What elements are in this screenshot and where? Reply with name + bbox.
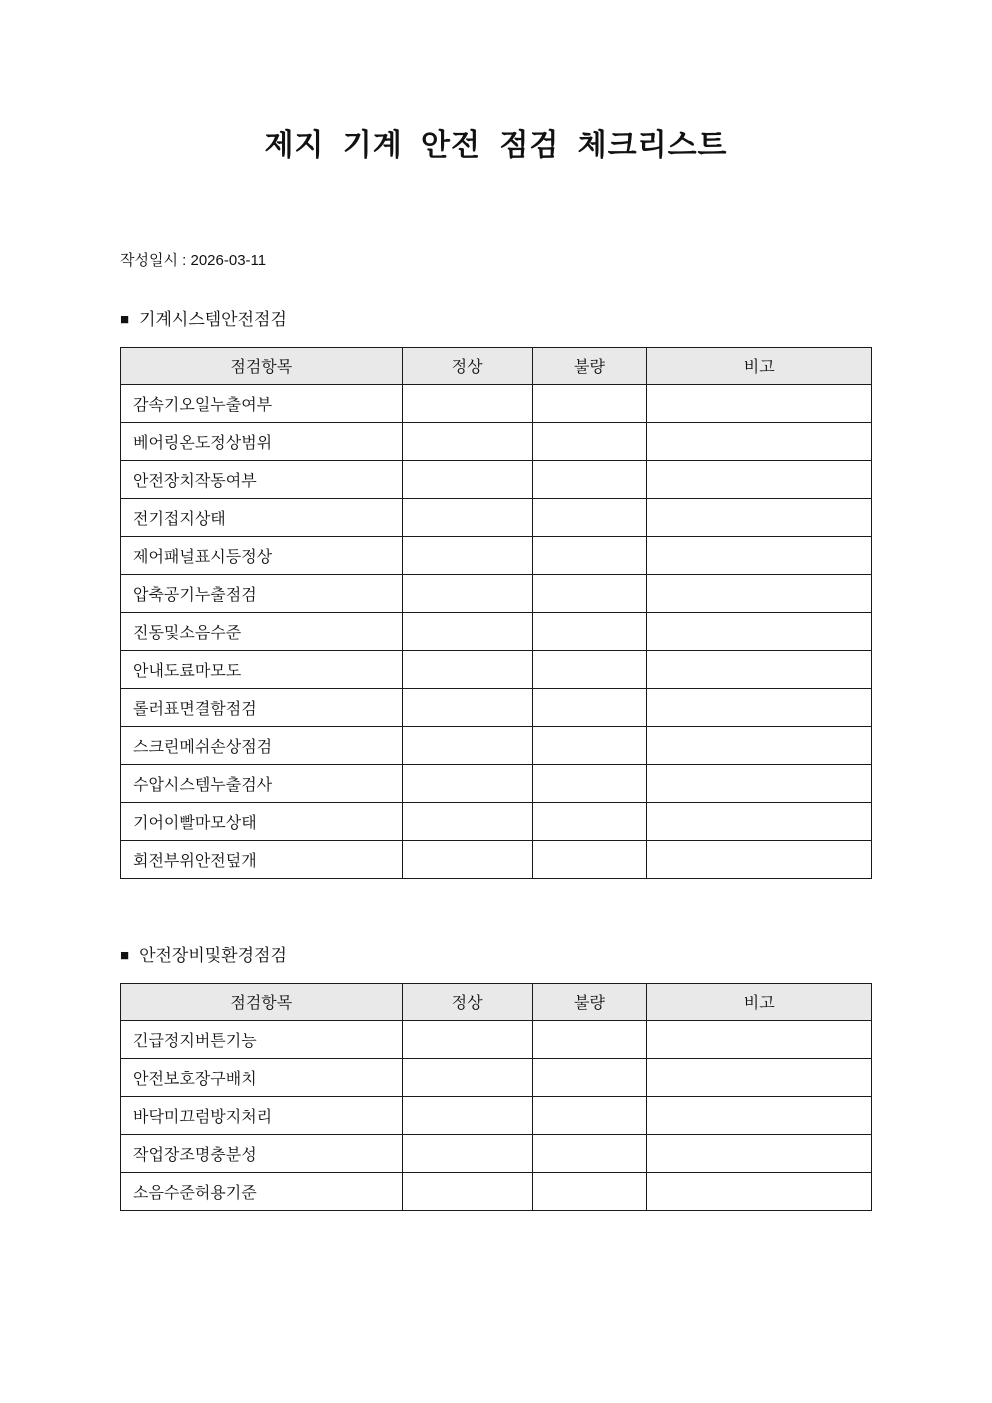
defect-check-cell [532,460,647,498]
defect-check-cell [532,840,647,878]
inspection-item-cell: 베어링온도정상범위 [121,422,403,460]
inspection-item-cell: 회전부위안전덮개 [121,840,403,878]
normal-check-cell [402,650,532,688]
table-row [121,840,872,878]
normal-check-cell [402,1172,532,1210]
table-row [121,1172,872,1210]
defect-check-cell [532,536,647,574]
normal-check-cell [402,764,532,802]
defect-check-cell [532,574,647,612]
normal-check-cell [402,688,532,726]
normal-check-cell [402,802,532,840]
column-header-item: 점검항목 [121,347,403,384]
defect-check-cell [532,498,647,536]
remarks-cell [647,498,872,536]
table-row [121,384,872,422]
normal-check-cell [402,574,532,612]
column-header-defect: 불량 [532,347,647,384]
creation-date-value: 2026-03-11 [190,252,267,269]
remarks-cell [647,1134,872,1172]
remarks-cell [647,1058,872,1096]
table-row [121,1058,872,1096]
remarks-cell [647,802,872,840]
inspection-item-cell: 수압시스템누출검사 [121,764,403,802]
inspection-item-cell: 감속기오일누출여부 [121,384,403,422]
defect-check-cell [532,764,647,802]
defect-check-cell [532,802,647,840]
normal-check-cell [402,726,532,764]
remarks-cell [647,726,872,764]
inspection-item-cell: 제어패널표시등정상 [121,536,403,574]
defect-check-cell [532,1096,647,1134]
creation-date-label: 작성일시 [120,252,178,269]
table-row [121,726,872,764]
normal-check-cell [402,536,532,574]
defect-check-cell [532,650,647,688]
table-row [121,688,872,726]
table-row [121,536,872,574]
remarks-cell [647,612,872,650]
table-row [121,460,872,498]
remarks-cell [647,1020,872,1058]
inspection-item-cell: 긴급정지버튼기능 [121,1020,403,1058]
column-header-remarks: 비고 [647,983,872,1020]
inspection-item-cell: 기어이빨마모상태 [121,802,403,840]
normal-check-cell [402,384,532,422]
inspection-item-cell: 압축공기누출점검 [121,574,403,612]
inspection-item-cell: 안전보호장구배치 [121,1058,403,1096]
defect-check-cell [532,1020,647,1058]
remarks-cell [647,422,872,460]
remarks-cell [647,764,872,802]
table-row [121,498,872,536]
inspection-item-cell: 전기접지상태 [121,498,403,536]
remarks-cell [647,1172,872,1210]
remarks-cell [647,460,872,498]
inspection-item-cell: 진동및소음수준 [121,612,403,650]
section-heading [120,945,872,967]
inspection-item-cell: 안내도료마모도 [121,650,403,688]
inspection-table [120,983,872,1211]
inspection-item-cell: 소음수준허용기준 [121,1172,403,1210]
table-row [121,802,872,840]
normal-check-cell [402,422,532,460]
normal-check-cell [402,1058,532,1096]
section-safety-equipment-environment-inspection [120,945,872,1211]
remarks-cell [647,840,872,878]
inspection-item-cell: 롤러표면결함점검 [121,688,403,726]
remarks-cell [647,536,872,574]
normal-check-cell [402,498,532,536]
normal-check-cell [402,460,532,498]
creation-date-separator: : [177,252,191,269]
column-header-normal: 정상 [402,347,532,384]
normal-check-cell [402,1134,532,1172]
remarks-cell [647,688,872,726]
defect-check-cell [532,1172,647,1210]
inspection-item-cell: 바닥미끄럼방지처리 [121,1096,403,1134]
defect-check-cell [532,384,647,422]
defect-check-cell [532,422,647,460]
creation-date-line [120,251,872,271]
table-row [121,574,872,612]
column-header-defect: 불량 [532,983,647,1020]
table-row [121,1020,872,1058]
section-heading-label: 기계시스템안전점검 [139,309,287,329]
table-row [121,422,872,460]
table-row [121,1134,872,1172]
inspection-table [120,347,872,879]
defect-check-cell [532,612,647,650]
table-row [121,650,872,688]
table-row [121,612,872,650]
square-bullet-icon: ■ [120,947,130,965]
remarks-cell [647,384,872,422]
section-heading [120,309,872,331]
table-row [121,1096,872,1134]
column-header-remarks: 비고 [647,347,872,384]
defect-check-cell [532,688,647,726]
inspection-item-cell: 안전장치작동여부 [121,460,403,498]
section-heading-label: 안전장비및환경점검 [139,945,287,965]
column-header-item: 점검항목 [121,983,403,1020]
document-title: 제지 기계 안전 점검 체크리스트 [264,129,728,162]
remarks-cell [647,650,872,688]
square-bullet-icon: ■ [120,311,130,329]
normal-check-cell [402,1096,532,1134]
table-row [121,764,872,802]
table-header-row [121,983,872,1020]
defect-check-cell [532,726,647,764]
normal-check-cell [402,612,532,650]
table-header-row [121,347,872,384]
normal-check-cell [402,840,532,878]
inspection-item-cell: 작업장조명충분성 [121,1134,403,1172]
column-header-normal: 정상 [402,983,532,1020]
inspection-item-cell: 스크린메쉬손상점검 [121,726,403,764]
normal-check-cell [402,1020,532,1058]
defect-check-cell [532,1134,647,1172]
section-machine-system-inspection [120,309,872,879]
remarks-cell [647,1096,872,1134]
defect-check-cell [532,1058,647,1096]
remarks-cell [647,574,872,612]
